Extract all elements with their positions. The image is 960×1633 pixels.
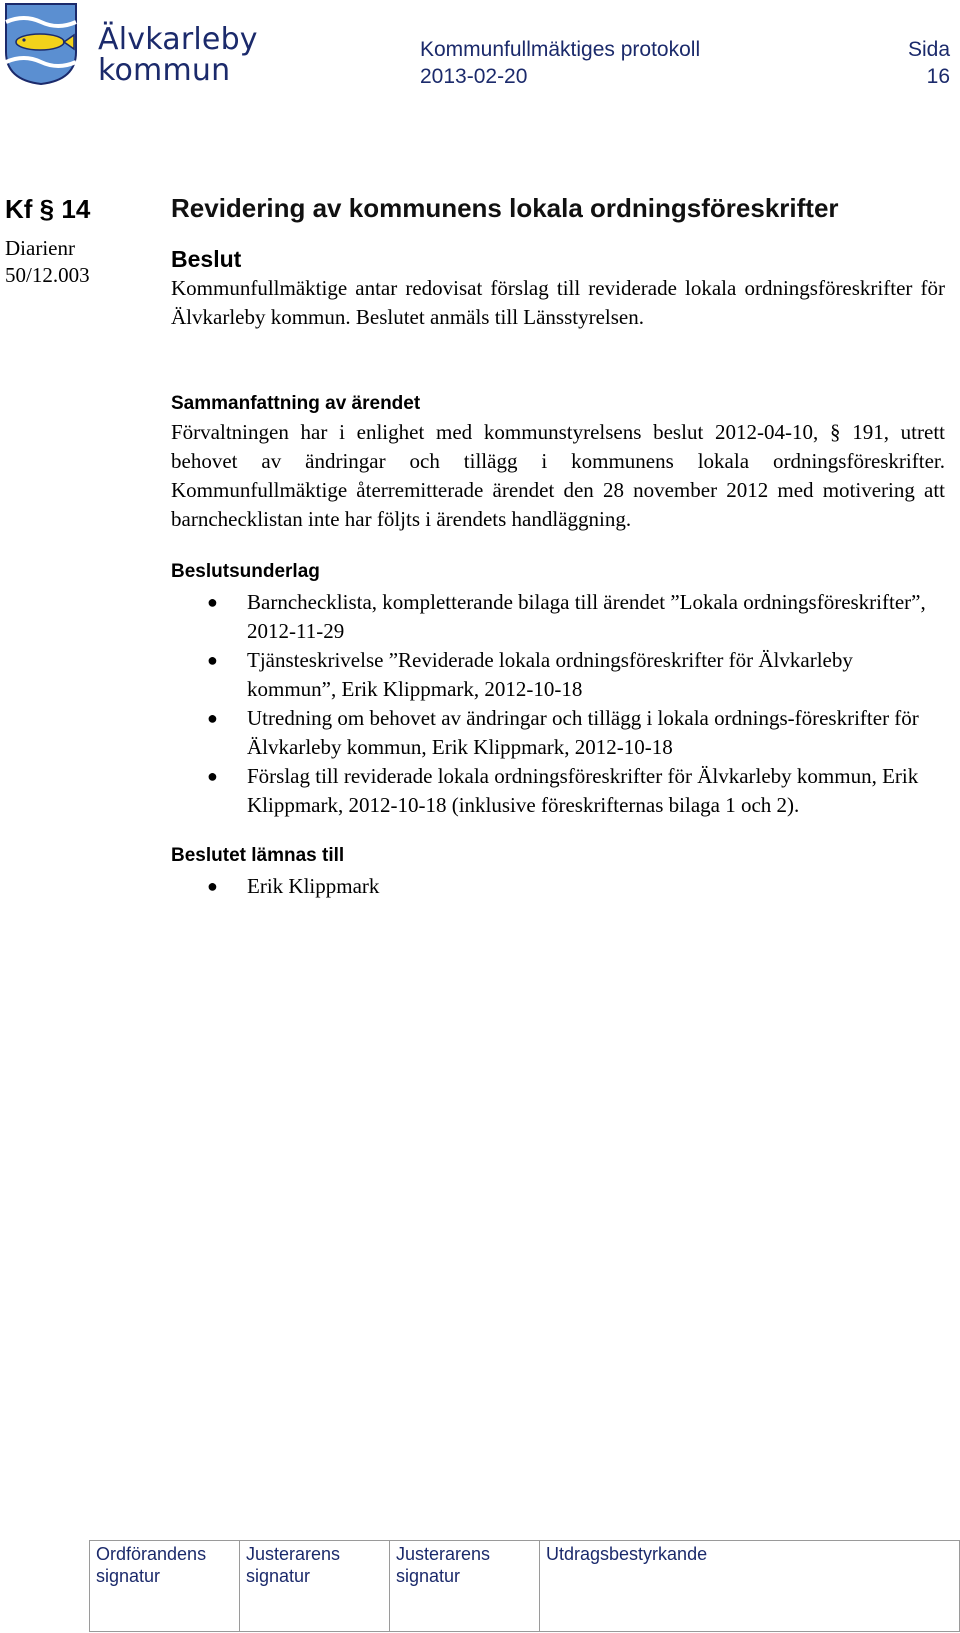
coat-of-arms-icon — [4, 2, 78, 86]
beslutet-lamnas-section — [171, 842, 945, 901]
beslut-heading: Beslut — [171, 246, 242, 272]
beslutsunderlag-section — [171, 558, 945, 820]
signature-cell-utdragsbestyrkande[interactable] — [540, 1541, 960, 1632]
page-label: Sida — [907, 38, 950, 61]
list-item-text: Erik Klippmark — [247, 874, 380, 898]
logo-wordmark — [98, 24, 258, 86]
bullet-icon: ● — [207, 876, 218, 896]
signature-sublabel: signatur — [246, 1566, 311, 1586]
list-item — [171, 588, 945, 646]
diarienr-value: 50/12.003 — [5, 263, 90, 287]
beslutet-lamnas-list — [171, 872, 945, 901]
bullet-icon: ● — [207, 592, 218, 612]
bullet-icon: ● — [207, 708, 218, 728]
sammanfattning-section — [171, 390, 945, 534]
list-item-text: Förslag till reviderade lokala ordningsföreskrifter för Älvkarleby kommun, Erik Klippmark, 2012-10-18 (inklusive föreskrifternas bilaga 1 och 2). — [247, 764, 919, 817]
page-number: 16 — [926, 65, 950, 88]
main-content — [171, 190, 945, 901]
beslutsunderlag-list — [171, 588, 945, 820]
list-item — [171, 872, 945, 901]
beslutsunderlag-heading: Beslutsunderlag — [171, 561, 320, 582]
sammanfattning-heading: Sammanfattning av ärendet — [171, 393, 421, 414]
signature-sublabel: signatur — [96, 1566, 161, 1586]
signature-label: Utdragsbestyrkande — [546, 1544, 708, 1564]
bullet-icon: ● — [207, 766, 218, 786]
signature-cell-justerare-2[interactable] — [390, 1541, 540, 1632]
beslut-text: Kommunfullmäktige antar redovisat förslag till reviderade lokala ordningsföreskrifter för Älvkarleby kommun. Beslutet anmäls till Länsstyrelsen. — [171, 276, 945, 329]
document-title: Kommunfullmäktiges protokoll — [420, 38, 701, 61]
signature-cell-ordforande[interactable] — [90, 1541, 240, 1632]
signature-table — [89, 1540, 960, 1632]
beslutet-lamnas-heading: Beslutet lämnas till — [171, 845, 345, 866]
page-title: Revidering av kommunens lokala ordningsföreskrifter — [171, 193, 839, 223]
list-item-text: Tjänsteskrivelse ”Reviderade lokala ordningsföreskrifter för Älvkarleby kommun”, Erik Klippmark, 2012-10-18 — [247, 648, 853, 701]
signature-label: Justerarens — [396, 1544, 491, 1564]
list-item-text: Utredning om behovet av ändringar och tillägg i lokala ordnings-föreskrifter för Älvkarleby kommun, Erik Klippmark, 2012-10-18 — [247, 706, 919, 759]
signature-cell-justerare-1[interactable] — [240, 1541, 390, 1632]
kf-label: Kf — [5, 194, 33, 224]
list-item-text: Barnchecklista, kompletterande bilaga till ärendet ”Lokala ordningsföreskrifter”, 2012-11-29 — [247, 590, 926, 643]
paragraph-number — [5, 194, 90, 225]
list-item — [171, 762, 945, 820]
logo-line-1: Älvkarleby — [98, 22, 258, 57]
list-item — [171, 704, 945, 762]
signature-label: Justerarens — [246, 1544, 341, 1564]
logo-line-2: kommun — [98, 53, 231, 88]
list-item — [171, 646, 945, 704]
document-date: 2013-02-20 — [420, 65, 528, 88]
kf-number: 14 — [61, 194, 91, 224]
municipality-logo — [4, 2, 258, 88]
sammanfattning-text: Förvaltningen har i enlighet med kommunstyrelsens beslut 2012-04-10, § 191, utrett behovet av ändringar och tillägg i kommunens lokala ordningsföreskrifter. Kommunfullmäktige återremitterade ärendet den 28 november 2012 med motivering att barnchecklistan inte har följts i ärendets handläggning. — [171, 420, 945, 531]
signature-sublabel: signatur — [396, 1566, 461, 1586]
signature-label: Ordförandens — [96, 1544, 207, 1564]
diarienr-label: Diarienr — [5, 236, 75, 260]
section-sign: § — [39, 194, 55, 224]
bullet-icon: ● — [207, 650, 218, 670]
